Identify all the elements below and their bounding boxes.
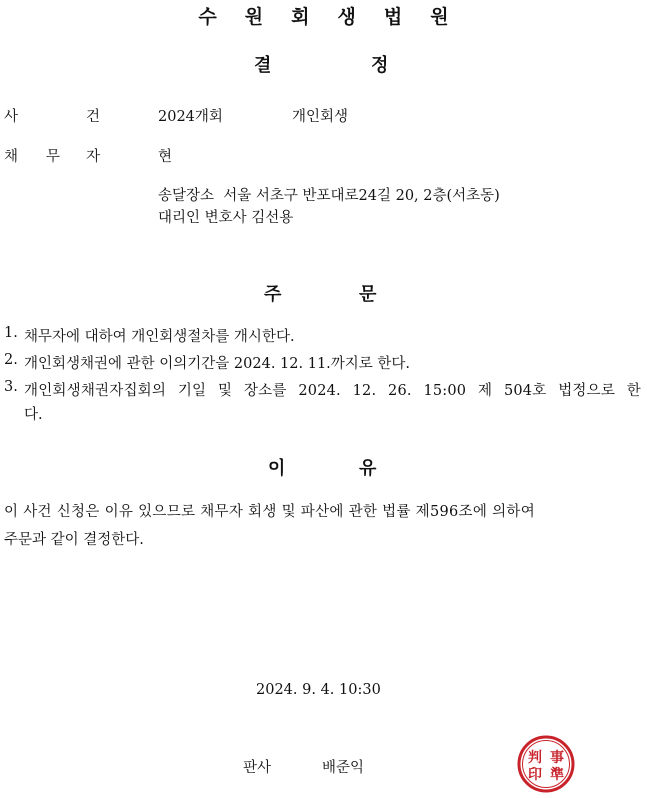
court-name-char: 원 <box>244 6 264 28</box>
court-name-char: 원 <box>430 6 449 28</box>
order-heading-char: 주 <box>264 284 282 305</box>
order-item-text: 개인회생채권에 관한 이의기간을 2024. 12. 11.까지로 한다. <box>24 356 411 372</box>
order-item-text: 채무자에 대하여 개인회생절차를 개시한다. <box>24 329 295 345</box>
doc-type-char: 결 <box>254 55 272 76</box>
order-item-number: 1. <box>4 325 18 341</box>
case-number: 2024개회 <box>158 109 223 125</box>
case-label-char: 건 <box>86 109 101 125</box>
order-item-continuation: 다. <box>24 407 43 423</box>
court-name-char: 회 <box>291 6 310 28</box>
case-name: 개인회생 <box>292 109 349 125</box>
judge-seal-icon <box>516 734 576 794</box>
svg-text:事: 事 <box>550 750 564 766</box>
court-name-char: 수 <box>198 6 217 28</box>
judge-name: 배준익 <box>322 760 365 776</box>
judge-title: 판사 <box>243 760 272 776</box>
debtor-name: 현 <box>158 149 173 165</box>
case-label-char: 사 <box>4 109 19 125</box>
court-name-char: 생 <box>337 6 356 28</box>
order-item-number: 2. <box>4 352 18 368</box>
debtor-label-char: 무 <box>46 149 61 165</box>
debtor-label-char: 채 <box>4 149 19 165</box>
debtor-label-char: 자 <box>86 149 101 165</box>
court-name-char: 법 <box>383 6 403 28</box>
agent: 대리인 변호사 김선용 <box>158 210 294 226</box>
order-item-number: 3. <box>4 379 18 395</box>
svg-text:印: 印 <box>528 767 542 783</box>
order-item-text: 개인회생채권자집회의 기일 및 장소를 2024. 12. 26. 15:00 제 504호 법정으로 한 <box>24 383 641 399</box>
doc-type-char: 정 <box>371 55 389 76</box>
reason-heading-char: 이 <box>268 458 286 479</box>
decision-date: 2024. 9. 4. 10:30 <box>256 682 381 698</box>
svg-text:判: 判 <box>528 750 542 766</box>
svg-text:準: 準 <box>550 767 564 783</box>
service-address: 송달장소 서울 서초구 반포대로24길 20, 2층(서초동) <box>158 188 500 204</box>
reason-text-line: 이 사건 신청은 이유 있으므로 채무자 회생 및 파산에 관한 법률 제596조에 의하여 <box>4 504 535 520</box>
reason-heading-char: 유 <box>359 458 377 479</box>
reason-text-line: 주문과 같이 결정한다. <box>4 532 144 548</box>
order-heading-char: 문 <box>359 284 377 305</box>
court-name <box>0 2 647 29</box>
